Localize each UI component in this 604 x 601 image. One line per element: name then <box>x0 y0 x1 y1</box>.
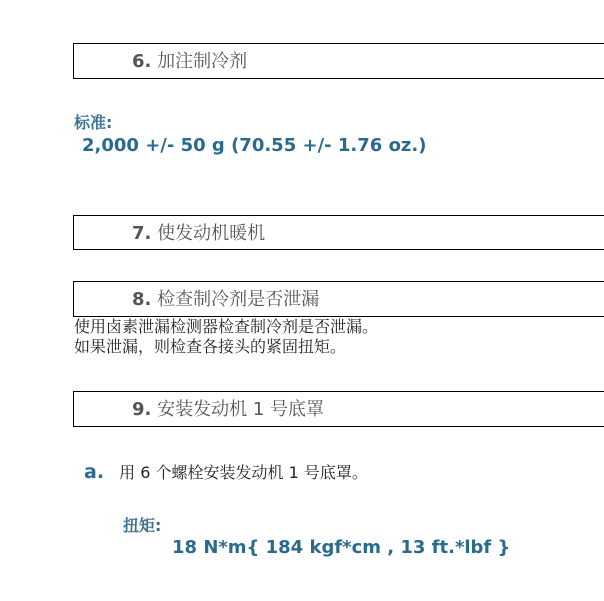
step-number: 6. <box>132 51 152 72</box>
standard-label: 标准: <box>74 113 113 132</box>
leak-check-line-2: 如果泄漏，则检查各接头的紧固扭矩。 <box>74 337 347 356</box>
torque-value: 18 N*m{ 184 kgf*cm , 13 ft.*lbf } <box>172 537 511 558</box>
leak-check-line-1: 使用卤素泄漏检测器检查制冷剂是否泄漏。 <box>74 317 379 336</box>
step-7-header <box>73 215 604 250</box>
step-number: 9. <box>132 399 152 420</box>
step-6-header <box>73 43 604 79</box>
standard-value: 2,000 +/- 50 g (70.55 +/- 1.76 oz.) <box>82 135 427 156</box>
step-title: 加注制冷剂 <box>157 51 248 72</box>
step-title: 检查制冷剂是否泄漏 <box>157 289 320 310</box>
step-title: 安装发动机 1 号底罩 <box>157 399 325 420</box>
step-number: 8. <box>132 289 152 310</box>
step-title: 使发动机暖机 <box>157 223 266 244</box>
torque-label: 扭矩: <box>123 516 162 535</box>
substep-a <box>84 460 368 483</box>
substep-text: 用 6 个螺栓安装发动机 1 号底罩。 <box>119 463 368 482</box>
step-number: 7. <box>132 223 152 244</box>
step-9-header <box>73 391 604 427</box>
substep-letter: a. <box>84 461 105 483</box>
leak-check-text <box>74 317 378 357</box>
step-8-header <box>73 281 604 317</box>
